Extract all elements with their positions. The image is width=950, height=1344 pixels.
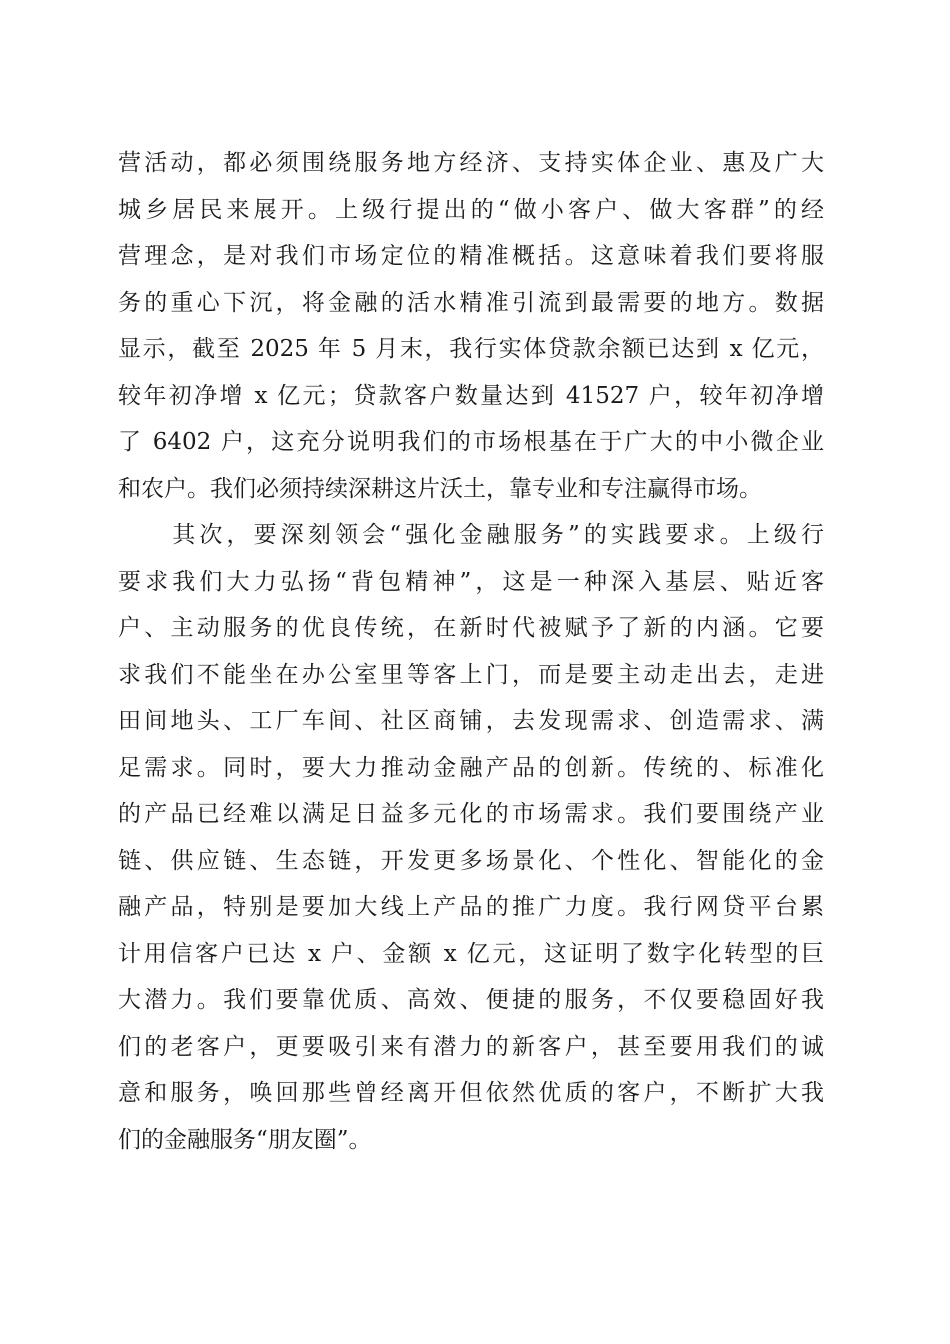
text-line: 和农户。我们必须持续深耕这片沃土，靠专业和专注赢得市场。 — [118, 475, 762, 502]
text-line: 足需求。同时，要大力推动金融产品的创新。传统的、标准化 — [118, 754, 824, 781]
text-line: 了 6402 户，这充分说明我们的市场根基在于广大的中小微企业 — [118, 429, 824, 455]
text-line: 务的重心下沉，将金融的活水精准引流到最需要的地方。数据 — [118, 289, 824, 316]
text-line: 营理念，是对我们市场定位的精准概括。这意味着我们要将服 — [118, 243, 824, 269]
text-line: 链、供应链、生态链，开发更多场景化、个性化、智能化的金 — [118, 847, 824, 874]
text-line: 计用信客户已达 x 户、金额 x 亿元，这证明了数字化转型的巨 — [118, 940, 824, 967]
text-line: 要求我们大力弘扬“背包精神”，这是一种深入基层、贴近客 — [118, 568, 824, 595]
text-line: 田间地头、工厂车间、社区商铺，去发现需求、创造需求、满 — [118, 708, 824, 734]
text-line: 城乡居民来展开。上级行提出的“做小客户、做大客群”的经 — [118, 196, 824, 223]
text-line: 营活动，都必须围绕服务地方经济、支持实体企业、惠及广大 — [118, 150, 824, 176]
text-line: 意和服务，唤回那些曾经离开但依然优质的客户，不断扩大我 — [118, 1080, 824, 1106]
text-line: 其次，要深刻领会“强化金融服务”的实践要求。上级行 — [118, 522, 824, 548]
text-line: 们的金融服务“朋友圈”。 — [118, 1126, 372, 1153]
text-line: 融产品，特别是要加大线上产品的推广力度。我行网贷平台累 — [118, 894, 824, 920]
text-line: 较年初净增 x 亿元；贷款客户数量达到 41527 户，较年初净增 — [118, 382, 824, 409]
body-text — [118, 140, 824, 1163]
text-line: 显示，截至 2025 年 5 月末，我行实体贷款余额已达到 x 亿元， — [118, 336, 824, 362]
text-line: 大潜力。我们要靠优质、高效、便捷的服务，不仅要稳固好我 — [118, 987, 824, 1013]
text-line: 们的老客户，更要吸引来有潜力的新客户，甚至要用我们的诚 — [118, 1033, 824, 1060]
text-line: 求我们不能坐在办公室里等客上门，而是要主动走出去，走进 — [118, 661, 824, 688]
text-line: 户、主动服务的优良传统，在新时代被赋予了新的内涵。它要 — [118, 615, 824, 641]
text-line: 的产品已经难以满足日益多元化的市场需求。我们要围绕产业 — [118, 801, 824, 827]
